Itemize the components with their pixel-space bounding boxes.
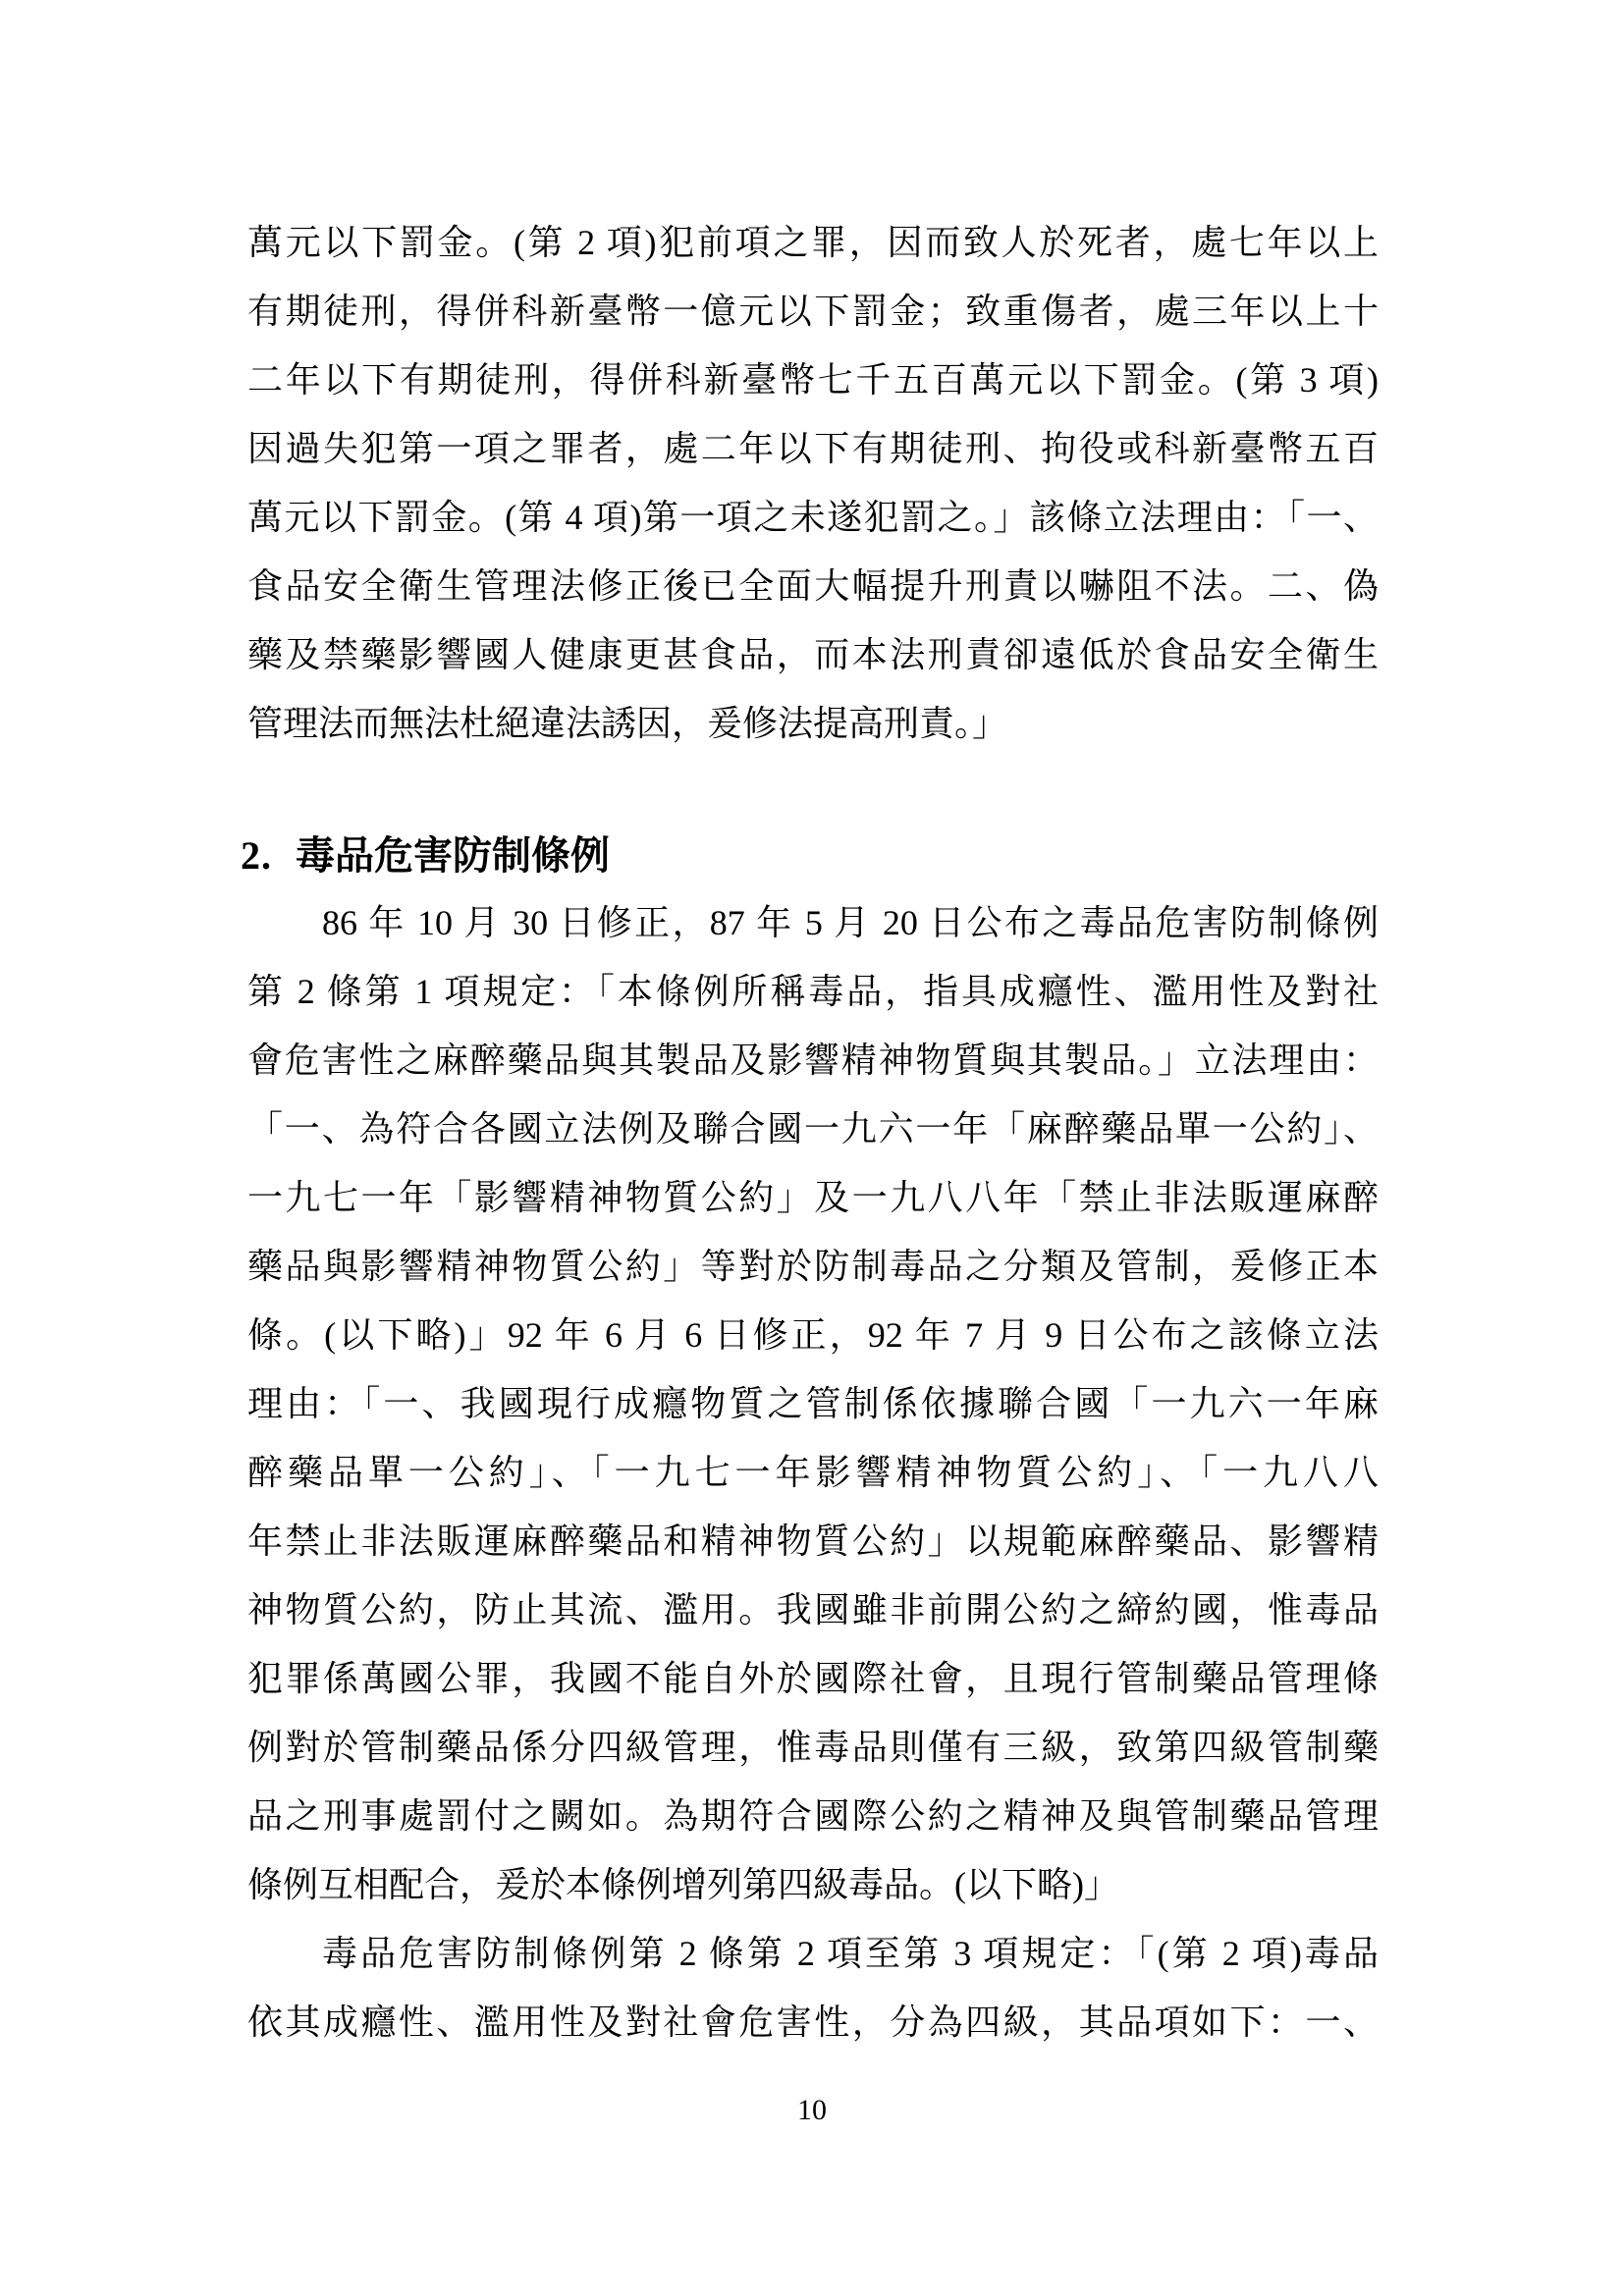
text-line: 86 年 10 月 30 日修正，87 年 5 月 20 日公布之毒品危害防制條例 xyxy=(322,903,1379,942)
text-line: 二年以下有期徒刑，得併科新臺幣七千五百萬元以下罰金。(第 3 項) xyxy=(247,360,1379,400)
text-line: 第 2 條第 1 項規定：「本條例所稱毒品，指具成癮性、濫用性及對社 xyxy=(247,972,1379,1011)
text-line: 依其成癮性、濫用性及對社會危害性，分為四級，其品項如下：一、 xyxy=(247,2002,1379,2042)
section-heading-number: 2. xyxy=(241,833,272,878)
text-line: 萬元以下罰金。(第 2 項)犯前項之罪，因而致人於死者，處七年以上 xyxy=(247,223,1379,262)
text-line: 毒品危害防制條例第 2 條第 2 項至第 3 項規定：「(第 2 項)毒品 xyxy=(322,1934,1379,1973)
text-line: 年禁止非法販運麻醉藥品和精神物質公約」以規範麻醉藥品、影響精 xyxy=(247,1522,1379,1561)
text-line: 條例互相配合，爰於本條例增列第四級毒品。(以下略)」 xyxy=(247,1865,1119,1904)
paragraph-drug-act-classification xyxy=(247,1919,1379,2056)
text-line: 「一、為符合各國立法例及聯合國一九六一年「麻醉藥品單一公約」、 xyxy=(247,1109,1379,1148)
text-line: 藥及禁藥影響國人健康更甚食品，而本法刑責卻遠低於食品安全衛生 xyxy=(247,635,1379,674)
text-line: 一九七一年「影響精神物質公約」及一九八八年「禁止非法販運麻醉 xyxy=(247,1178,1379,1217)
text-line: 因過失犯第一項之罪者，處二年以下有期徒刑、拘役或科新臺幣五百 xyxy=(247,429,1379,468)
text-line: 食品安全衛生管理法修正後已全面大幅提升刑責以嚇阻不法。二、偽 xyxy=(247,566,1379,606)
text-line: 會危害性之麻醉藥品與其製品及影響精神物質與其製品。」立法理由： xyxy=(247,1041,1379,1080)
paragraph-drug-act-history xyxy=(247,888,1379,1919)
text-line: 有期徒刑，得併科新臺幣一億元以下罰金；致重傷者，處三年以上十 xyxy=(247,292,1379,331)
text-line: 神物質公約，防止其流、濫用。我國雖非前開公約之締約國，惟毒品 xyxy=(247,1590,1379,1629)
section-heading xyxy=(241,822,610,890)
text-line: 醉藥品單一公約」、「一九七一年影響精神物質公約」、「一九八八 xyxy=(247,1453,1379,1492)
text-line: 條。(以下略)」92 年 6 月 6 日修正，92 年 7 月 9 日公布之該條立法 xyxy=(247,1315,1379,1355)
section-heading-title: 毒品危害防制條例 xyxy=(296,833,610,878)
text-line: 例對於管制藥品係分四級管理，惟毒品則僅有三級，致第四級管制藥 xyxy=(247,1728,1379,1767)
text-line: 品之刑事處罰付之闕如。為期符合國際公約之精神及與管制藥品管理 xyxy=(247,1796,1379,1836)
text-line: 管理法而無法杜絕違法誘因，爰修法提高刑責。」 xyxy=(247,704,1008,743)
text-line: 犯罪係萬國公罪，我國不能自外於國際社會，且現行管制藥品管理條 xyxy=(247,1659,1379,1698)
text-line: 理由：「一、我國現行成癮物質之管制係依據聯合國「一九六一年麻 xyxy=(247,1384,1379,1423)
text-line: 藥品與影響精神物質公約」等對於防制毒品之分類及管制，爰修正本 xyxy=(247,1247,1379,1286)
text-line: 萬元以下罰金。(第 4 項)第一項之未遂犯罰之。」該條立法理由：「一、 xyxy=(247,498,1379,537)
paragraph-continuation xyxy=(247,208,1379,758)
page-number: 10 xyxy=(797,2094,827,2126)
